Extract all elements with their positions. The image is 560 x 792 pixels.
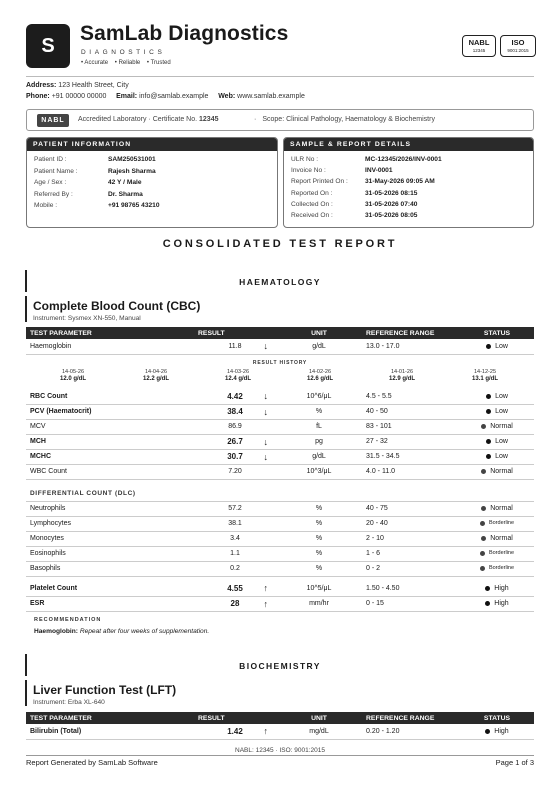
cell-unit: % bbox=[276, 561, 362, 576]
section-title-haematology: HAEMATOLOGY bbox=[239, 277, 321, 287]
status-text: Normal bbox=[490, 504, 513, 512]
cbc-table bbox=[26, 327, 534, 355]
cell-range: 31.5 - 34.5 bbox=[362, 449, 460, 464]
status-dot-icon bbox=[481, 424, 486, 429]
status-text: Borderline bbox=[488, 550, 515, 557]
info-value: INV-0001 bbox=[365, 167, 393, 175]
cell-unit: g/dL bbox=[276, 339, 362, 354]
history-date: 14-12-25 bbox=[473, 369, 497, 375]
cell-result bbox=[194, 434, 276, 449]
result-value: 57.2 bbox=[228, 505, 242, 512]
status-dot-icon bbox=[486, 394, 491, 399]
history-date: 14-04-26 bbox=[144, 369, 168, 375]
info-value: 42 Y / Male bbox=[108, 179, 142, 186]
cell-unit: % bbox=[276, 531, 362, 546]
recommendation-body: Repeat after four weeks of supplementation. bbox=[79, 628, 210, 635]
cell-unit: 10^6/μL bbox=[276, 389, 362, 404]
cbc-table-continued bbox=[26, 389, 534, 480]
footer-divider bbox=[26, 755, 534, 756]
cell-status bbox=[460, 449, 534, 464]
cell-result bbox=[194, 546, 276, 561]
result-value: 30.7 bbox=[227, 452, 243, 461]
cell-status bbox=[460, 434, 534, 449]
tag-trusted: • Trusted bbox=[146, 60, 171, 66]
status-text: High bbox=[494, 599, 509, 607]
history-entry bbox=[38, 369, 108, 382]
col-header-status: STATUS bbox=[460, 712, 534, 724]
email-label: Email: bbox=[116, 93, 138, 100]
history-date: 14-05-26 bbox=[61, 369, 85, 375]
cell-parameter: RBC Count bbox=[26, 389, 194, 404]
tag-reliable: • Reliable bbox=[114, 60, 141, 66]
cell-status bbox=[460, 581, 534, 596]
iso-cert-number: 9001:2015 bbox=[507, 48, 529, 53]
table-row bbox=[26, 419, 534, 434]
nabl-cert-title: NABL bbox=[468, 38, 490, 47]
status-dot-icon bbox=[480, 521, 485, 526]
cell-parameter: MCHC bbox=[26, 449, 194, 464]
lab-name: SamLab Diagnostics bbox=[80, 22, 289, 45]
status-text: Borderline bbox=[488, 520, 515, 527]
status-dot-icon bbox=[486, 454, 491, 459]
arrow-down-icon: ↓ bbox=[263, 451, 268, 462]
history-date: 14-01-26 bbox=[390, 369, 414, 375]
table-header-row bbox=[26, 327, 534, 339]
patient-info-heading: PATIENT INFORMATION bbox=[27, 138, 277, 151]
dlc-table bbox=[26, 486, 534, 577]
cell-range: 40 - 75 bbox=[362, 501, 460, 516]
status-dot-icon bbox=[485, 601, 490, 606]
status-text: Low bbox=[495, 342, 508, 350]
test-marker-lft bbox=[25, 680, 27, 706]
cell-range: 40 - 50 bbox=[362, 404, 460, 419]
recommendation-label: RECOMMENDATION bbox=[34, 617, 102, 623]
col-header-result: RESULT bbox=[194, 327, 276, 339]
info-key: Referred By : bbox=[34, 190, 73, 198]
table-row bbox=[26, 501, 534, 516]
status-text: Normal bbox=[490, 534, 513, 542]
table-row bbox=[26, 339, 534, 354]
cell-result bbox=[194, 449, 276, 464]
history-value: 12.4 g/dL bbox=[224, 376, 251, 382]
info-value: 31-05-2026 08:05 bbox=[365, 212, 418, 219]
status-dot-icon bbox=[480, 551, 485, 556]
cell-parameter: Lymphocytes bbox=[26, 516, 194, 531]
cell-result bbox=[194, 389, 276, 404]
history-value: 12.9 g/dL bbox=[388, 376, 415, 382]
cell-parameter: WBC Count bbox=[26, 464, 194, 479]
col-header-range: REFERENCE RANGE bbox=[362, 712, 460, 724]
cell-status bbox=[460, 464, 534, 479]
table-row bbox=[26, 724, 534, 739]
result-value: 4.42 bbox=[227, 391, 243, 401]
address-label: Address: bbox=[26, 82, 57, 89]
report-title: CONSOLIDATED TEST REPORT bbox=[162, 238, 398, 250]
cell-unit: mm/hr bbox=[276, 596, 362, 611]
history-entry bbox=[367, 369, 437, 382]
table-row bbox=[26, 581, 534, 596]
address-value: 123 Health Street, City bbox=[58, 82, 129, 89]
cell-unit: 10^5/μL bbox=[276, 581, 362, 596]
cell-unit: % bbox=[276, 501, 362, 516]
cell-range: 1 - 6 bbox=[362, 546, 460, 561]
lab-logo: S bbox=[26, 24, 70, 68]
result-value: 28 bbox=[230, 599, 240, 608]
header-divider bbox=[26, 76, 534, 77]
arrow-up-icon: ↑ bbox=[263, 598, 268, 609]
instrument-cbc: Instrument: Sysmex XN-550, Manual bbox=[33, 315, 141, 322]
cell-result bbox=[194, 596, 276, 611]
phone-label: Phone: bbox=[26, 93, 50, 100]
info-value: SAM250531001 bbox=[108, 156, 156, 163]
info-key: Received On : bbox=[291, 212, 333, 219]
history-entry bbox=[121, 369, 191, 382]
history-value: 12.0 g/dL bbox=[59, 376, 86, 382]
info-value: Dr. Sharma bbox=[108, 190, 143, 198]
result-history-label: RESULT HISTORY bbox=[252, 360, 308, 366]
cell-status bbox=[460, 419, 534, 434]
history-entry bbox=[203, 369, 273, 382]
tag-accurate: • Accurate bbox=[81, 60, 109, 66]
cell-status bbox=[460, 596, 534, 611]
cell-result bbox=[194, 464, 276, 479]
accreditation-strip bbox=[26, 109, 534, 131]
instrument-lft: Instrument: Erba XL-640 bbox=[33, 699, 105, 706]
cell-status bbox=[460, 546, 534, 561]
status-text: Normal bbox=[490, 422, 513, 430]
arrow-down-icon: ↓ bbox=[263, 391, 268, 401]
test-title-lft: Liver Function Test (LFT) bbox=[33, 683, 177, 697]
status-text: High bbox=[494, 584, 509, 592]
cell-parameter: Neutrophils bbox=[26, 501, 194, 516]
lab-subtitle: DIAGNOSTICS bbox=[81, 49, 166, 56]
cell-range: 83 - 101 bbox=[362, 419, 460, 434]
history-entry bbox=[285, 369, 355, 382]
status-text: Low bbox=[495, 407, 508, 415]
nabl-cert-number: 12345 bbox=[472, 48, 486, 53]
table-header-row bbox=[26, 712, 534, 724]
table-row bbox=[26, 596, 534, 611]
cell-parameter: Haemoglobin bbox=[26, 339, 194, 354]
sample-info-heading: SAMPLE & REPORT DETAILS bbox=[284, 138, 533, 151]
cell-status bbox=[460, 404, 534, 419]
info-value: 31-05-2026 07:40 bbox=[365, 200, 418, 208]
arrow-down-icon: ↓ bbox=[263, 406, 268, 417]
cell-unit: % bbox=[276, 516, 362, 531]
table-row bbox=[26, 464, 534, 479]
col-header-parameter: TEST PARAMETER bbox=[26, 712, 194, 724]
accreditation-scope: · Scope: Clinical Pathology, Haematology & Biochemistry bbox=[254, 116, 435, 123]
cell-parameter: Bilirubin (Total) bbox=[26, 724, 194, 739]
table-row bbox=[26, 561, 534, 576]
iso-cert-badge bbox=[500, 35, 536, 57]
result-value: 86.9 bbox=[228, 423, 242, 430]
cell-range: 4.0 - 11.0 bbox=[362, 464, 460, 479]
info-key: Patient ID : bbox=[34, 156, 67, 163]
result-value: 7.20 bbox=[228, 468, 242, 475]
cell-parameter: Basophils bbox=[26, 561, 194, 576]
result-value: 1.1 bbox=[230, 550, 240, 557]
history-entry bbox=[450, 369, 520, 382]
info-key: Reported On : bbox=[291, 189, 333, 197]
status-text: Borderline bbox=[488, 565, 515, 572]
col-header-result: RESULT bbox=[194, 712, 276, 724]
info-key: ULR No : bbox=[291, 156, 319, 163]
dlc-heading: DIFFERENTIAL COUNT (DLC) bbox=[26, 486, 194, 501]
cell-status bbox=[460, 724, 534, 739]
cell-status bbox=[460, 339, 534, 354]
info-value: 31-May-2026 09:05 AM bbox=[365, 178, 435, 186]
cell-unit: pg bbox=[276, 434, 362, 449]
cell-parameter: Monocytes bbox=[26, 531, 194, 546]
cell-range: 1.50 - 4.50 bbox=[362, 581, 460, 596]
arrow-up-icon: ↑ bbox=[263, 583, 268, 593]
recommendation-block bbox=[26, 611, 534, 635]
recommendation-text bbox=[34, 628, 534, 635]
info-key: Mobile : bbox=[34, 202, 58, 209]
accreditation-prefix: Accredited Laboratory · Certificate No. bbox=[78, 116, 198, 123]
result-value: 0.2 bbox=[230, 565, 240, 572]
cell-result bbox=[194, 501, 276, 516]
sample-info-panel bbox=[283, 137, 534, 228]
result-value: 3.4 bbox=[230, 535, 240, 542]
info-value: MC-12345/2026/INV-0001 bbox=[365, 156, 442, 163]
result-value: 1.42 bbox=[227, 726, 243, 736]
history-date: 14-02-26 bbox=[308, 369, 332, 375]
table-row bbox=[26, 449, 534, 464]
cell-status bbox=[460, 501, 534, 516]
table-row bbox=[26, 389, 534, 404]
cell-parameter: Platelet Count bbox=[26, 581, 194, 596]
footer-certifications: NABL: 12345 · ISO: 9001:2015 bbox=[235, 747, 325, 754]
cell-parameter: MCV bbox=[26, 419, 194, 434]
result-value: 11.8 bbox=[228, 342, 242, 350]
result-value: 4.55 bbox=[227, 583, 243, 593]
result-value: 38.4 bbox=[227, 407, 243, 416]
status-text: Low bbox=[495, 392, 508, 400]
status-text: Low bbox=[495, 437, 508, 445]
email-value: info@samlab.example bbox=[139, 93, 209, 100]
history-value: 12.6 g/dL bbox=[306, 376, 333, 382]
cell-range: 0.20 - 1.20 bbox=[362, 724, 460, 739]
iso-cert-title: ISO bbox=[511, 38, 525, 47]
history-value: 13.1 g/dL bbox=[471, 376, 498, 382]
report-header bbox=[26, 22, 534, 70]
cell-status bbox=[460, 516, 534, 531]
section-title-biochemistry: BIOCHEMISTRY bbox=[239, 661, 321, 671]
cell-unit: g/dL bbox=[276, 449, 362, 464]
cell-result bbox=[194, 339, 276, 354]
table-row bbox=[26, 516, 534, 531]
cell-status bbox=[460, 561, 534, 576]
cell-unit: % bbox=[276, 546, 362, 561]
col-header-range: REFERENCE RANGE bbox=[362, 327, 460, 339]
patient-info-panel bbox=[26, 137, 278, 228]
table-row bbox=[26, 434, 534, 449]
web-value: www.samlab.example bbox=[237, 93, 305, 100]
info-value: 31-05-2026 08:15 bbox=[365, 189, 418, 197]
cell-parameter: MCH bbox=[26, 434, 194, 449]
cell-range: 27 - 32 bbox=[362, 434, 460, 449]
cell-range: 4.5 - 5.5 bbox=[362, 389, 460, 404]
test-marker-cbc bbox=[25, 296, 27, 322]
cell-result bbox=[194, 404, 276, 419]
recommendation-param: Haemoglobin: bbox=[34, 628, 78, 635]
info-key: Collected On : bbox=[291, 200, 333, 208]
history-value: 12.2 g/dL bbox=[142, 376, 169, 382]
info-key: Patient Name : bbox=[34, 167, 78, 175]
status-text: High bbox=[494, 727, 509, 735]
nabl-badge: NABL bbox=[37, 114, 69, 127]
cell-range: 0 - 2 bbox=[362, 561, 460, 576]
history-date: 14-03-26 bbox=[226, 369, 250, 375]
cell-range: 2 - 10 bbox=[362, 531, 460, 546]
accreditation-text bbox=[78, 116, 218, 123]
status-text: Low bbox=[495, 452, 508, 460]
cell-result bbox=[194, 516, 276, 531]
dlc-heading-row bbox=[26, 486, 534, 501]
cbc-table-tail bbox=[26, 581, 534, 612]
col-header-unit: UNIT bbox=[276, 327, 362, 339]
col-header-status: STATUS bbox=[460, 327, 534, 339]
cell-unit: % bbox=[276, 404, 362, 419]
page-number: Page 1 of 3 bbox=[495, 758, 534, 767]
status-dot-icon bbox=[486, 344, 491, 349]
cell-unit: 10^3/μL bbox=[276, 464, 362, 479]
table-row bbox=[26, 404, 534, 419]
table-row bbox=[26, 546, 534, 561]
arrow-down-icon: ↓ bbox=[263, 436, 268, 447]
result-value: 26.7 bbox=[227, 437, 243, 446]
result-value: 38.1 bbox=[228, 520, 242, 527]
status-text: Normal bbox=[490, 467, 513, 475]
lft-table bbox=[26, 712, 534, 740]
cell-parameter: PCV (Haematocrit) bbox=[26, 404, 194, 419]
cell-status bbox=[460, 389, 534, 404]
status-dot-icon bbox=[481, 469, 486, 474]
nabl-cert-badge bbox=[462, 35, 496, 57]
cell-range: 20 - 40 bbox=[362, 516, 460, 531]
info-key: Invoice No : bbox=[291, 167, 326, 175]
status-dot-icon bbox=[485, 586, 490, 591]
status-dot-icon bbox=[485, 729, 490, 734]
status-dot-icon bbox=[486, 409, 491, 414]
col-header-unit: UNIT bbox=[276, 712, 362, 724]
cell-range: 13.0 - 17.0 bbox=[362, 339, 460, 354]
footer-generated-by: Report Generated by SamLab Software bbox=[26, 758, 158, 767]
cell-result bbox=[194, 581, 276, 596]
info-key: Report Printed On : bbox=[291, 178, 348, 186]
cell-result bbox=[194, 561, 276, 576]
contact-line bbox=[26, 93, 305, 100]
lab-tags bbox=[81, 60, 176, 66]
cell-range: 0 - 15 bbox=[362, 596, 460, 611]
status-dot-icon bbox=[481, 506, 486, 511]
arrow-down-icon: ↓ bbox=[263, 341, 268, 351]
phone-value: +91 00000 00000 bbox=[51, 93, 107, 100]
cell-parameter: Eosinophils bbox=[26, 546, 194, 561]
test-title-cbc: Complete Blood Count (CBC) bbox=[33, 299, 201, 313]
info-key: Age / Sex : bbox=[34, 179, 67, 186]
status-dot-icon bbox=[486, 439, 491, 444]
table-row bbox=[26, 531, 534, 546]
status-dot-icon bbox=[480, 566, 485, 571]
arrow-up-icon: ↑ bbox=[263, 726, 268, 736]
info-value: +91 98765 43210 bbox=[108, 202, 160, 209]
cell-status bbox=[460, 531, 534, 546]
info-value: Rajesh Sharma bbox=[108, 167, 156, 175]
web-label: Web: bbox=[218, 93, 236, 100]
scope-text: Scope: Clinical Pathology, Haematology & Biochemistry bbox=[262, 116, 435, 123]
col-header-parameter: TEST PARAMETER bbox=[26, 327, 194, 339]
cell-unit: mg/dL bbox=[276, 724, 362, 739]
cell-result bbox=[194, 419, 276, 434]
accreditation-cert-no: 12345 bbox=[199, 116, 219, 123]
cell-result bbox=[194, 531, 276, 546]
cell-result bbox=[194, 724, 276, 739]
cell-unit: fL bbox=[276, 419, 362, 434]
contact-address bbox=[26, 82, 129, 89]
status-dot-icon bbox=[481, 536, 486, 541]
cell-parameter: ESR bbox=[26, 596, 194, 611]
